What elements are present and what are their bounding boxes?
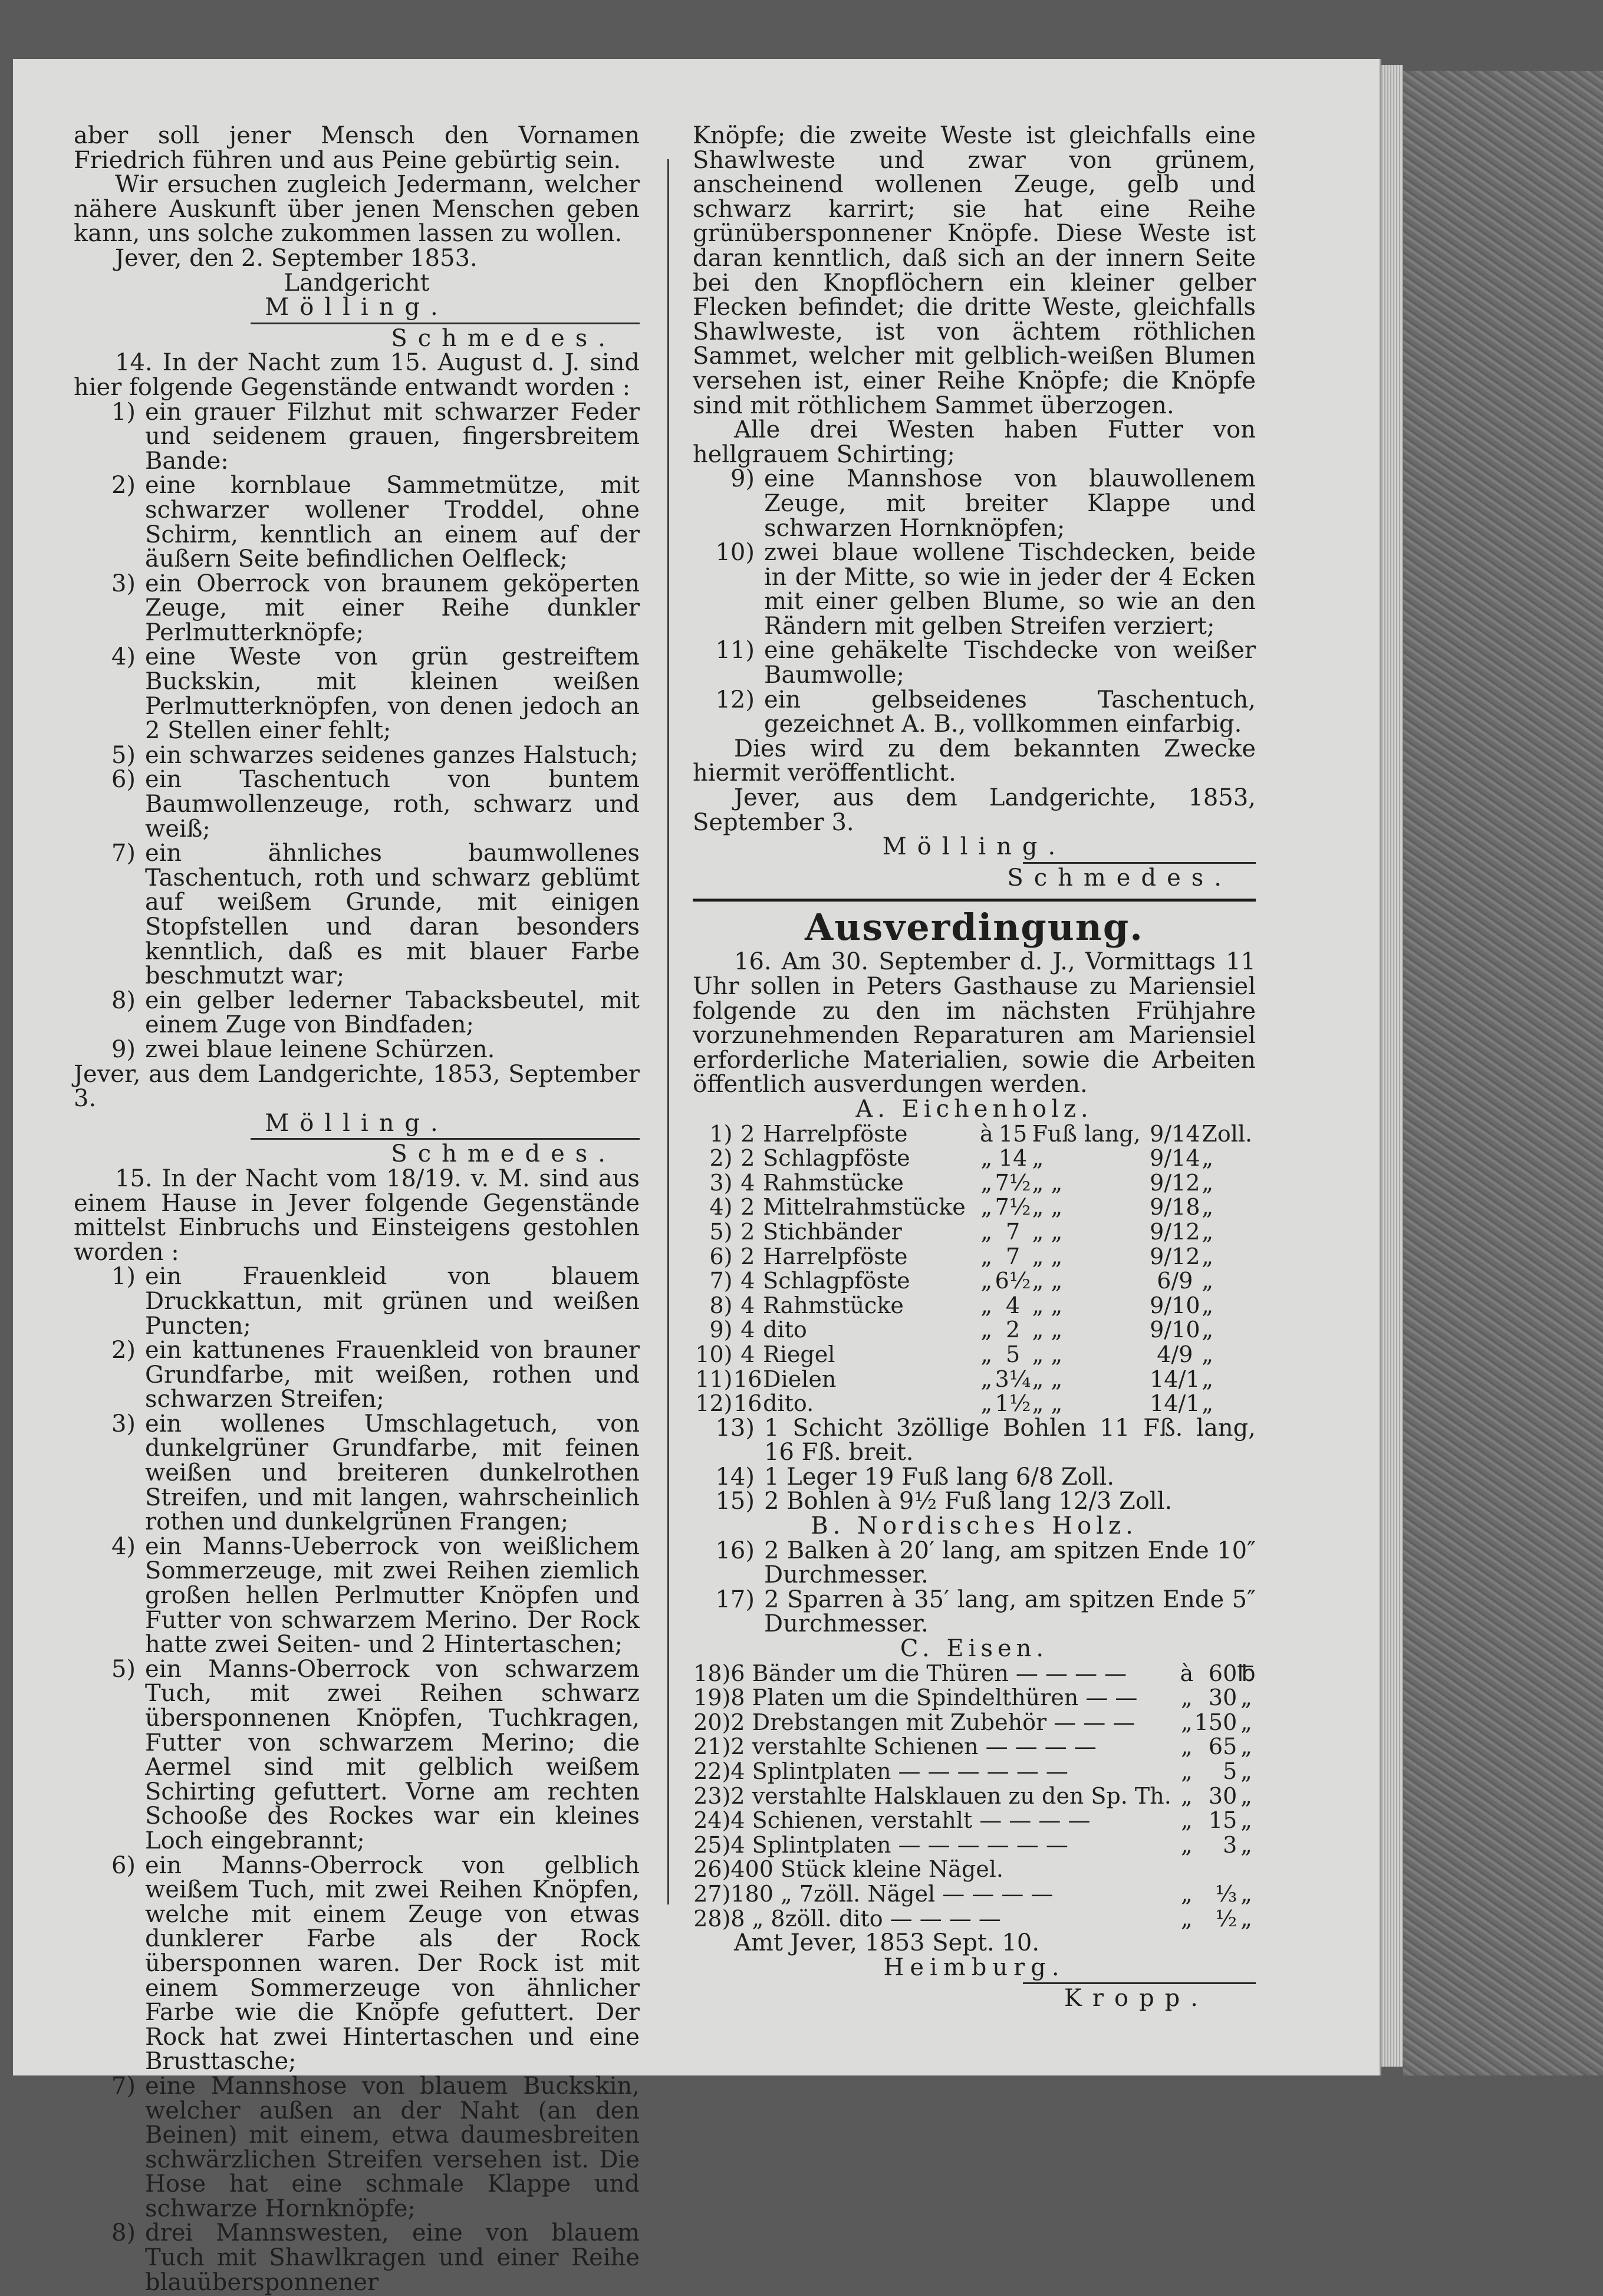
materials-lines-a — [693, 1416, 1256, 1514]
table-cell: 2 — [1005, 1317, 1021, 1343]
table-row — [693, 1392, 1256, 1416]
table-cell: 23) — [693, 1782, 731, 1809]
table-cell: „ „ — [1032, 1194, 1063, 1221]
table-cell: 7) — [709, 1268, 733, 1294]
table-cell: 180 „ 7zöll. Nägel — — — — — [730, 1880, 1054, 1907]
table-cell: „ — [980, 1145, 993, 1172]
table-cell: 7 — [1005, 1218, 1021, 1245]
materials-table-c — [693, 1662, 1256, 1932]
table-cell: Schlagpföste — [763, 1145, 910, 1172]
table-cell: „ — [1180, 1758, 1193, 1784]
table-cell: 9/18 — [1150, 1194, 1200, 1221]
table-cell: à — [1180, 1660, 1194, 1686]
table-cell: „ — [1032, 1145, 1044, 1172]
table-row — [693, 1294, 1256, 1318]
notice-15-intro: 15. In der Nacht vom 18/19. v. M. sind aus einem Hause in Jever folgende Gegenstände mittelst Einbruchs und Einsteigens gestohlen worden : — [74, 1165, 640, 1266]
list-item: 3) ein wollenes Umschlagetuch, von dunkelgrüner Grundfarbe, mit feinen weißen und breiteren dunkelrothen Streifen, und mit langen, wahrscheinlich rothen und dunkelgrünen Frangen; — [111, 1410, 640, 1536]
table-cell: 18) — [693, 1660, 731, 1686]
table-cell: 4 Schienen, verstahlt — — — — — [730, 1807, 1091, 1834]
table-cell: 9/12 — [1150, 1218, 1200, 1245]
table-cell: 10) — [695, 1341, 733, 1367]
signature-kropp: Kropp. — [1064, 1985, 1209, 2012]
table-cell: 6/9 — [1157, 1268, 1193, 1294]
table-cell: 25) — [693, 1831, 731, 1858]
table-cell: „ — [980, 1169, 993, 1196]
table-cell: „ „ — [1032, 1341, 1063, 1367]
table-cell: 2 — [740, 1145, 755, 1172]
table-cell: 14 — [998, 1145, 1028, 1172]
table-cell: 28) — [693, 1905, 731, 1932]
notice-14-intro: 14. In der Nacht zum 15. August d. J. sind hier folgende Gegenstände entwandt worden : — [74, 349, 640, 401]
table-cell: 9/14 — [1150, 1120, 1200, 1147]
list-item: 7) eine Mannshose von blauem Buckskin, welcher außen an der Naht (an den Beinen) mit einem, etwa daumesbreiten schwärzlichen Streifen versehen ist. Die Hose hat eine schmale Klappe und schwarze Hornknöpfe; — [111, 2072, 640, 2222]
table-cell: „ „ — [1032, 1218, 1063, 1245]
table-cell: „ — [1180, 1709, 1193, 1735]
notice-15-list — [74, 1265, 640, 2295]
table-cell: 5 — [1005, 1341, 1021, 1367]
list-item: 10) zwei blaue wollene Tischdecken, beide in der Mitte, so wie in jeder der 4 Ecken mit einer gelben Blume, so wie an den Rändern mit gelben Streifen verziert; — [715, 539, 1256, 640]
table-row — [693, 1784, 1256, 1809]
table-cell: „ „ — [1032, 1268, 1063, 1294]
table-cell: „ — [980, 1341, 993, 1367]
list-item: 6) ein Manns-Oberrock von gelblich weißem Tuch, mit zwei Reihen Knöpfen, welche mit einem Zeuge von etwas dunklerer Farbe als der Rock übersponnen waren. Der Rock ist mit einem Sommerzeuge von ähnlicher Farbe wie die Knöpfe gefuttert. Der Rock hat zwei Hintertaschen und eine Brusttasche; — [111, 1851, 640, 2075]
section-rule — [693, 899, 1256, 902]
signature-rule — [251, 323, 640, 324]
table-cell: 30 — [1208, 1782, 1237, 1809]
right-column — [693, 124, 1256, 2011]
column-divider — [667, 159, 669, 1904]
table-cell: 14/1 — [1150, 1390, 1200, 1417]
table-cell: Harrelpföste — [763, 1120, 908, 1147]
table-cell: 8 „ 8zöll. dito — — — — — [730, 1905, 1001, 1932]
table-cell: „ — [1202, 1145, 1214, 1172]
continuation-para: Knöpfe; die zweite Weste ist gleichfalls eine Shawlweste und zwar von grünem, anscheinend wollenen Zeuge, gelb und schwarz karrirt; sie hat eine Reihe grünübersponnener Knöpfe. Diese Weste ist daran kenntlich, daß sich an der innern Seite bei den Knopflöchern ein kleiner gelber Flecken befindet; die dritte Weste, gleichfalls Shawlweste, ist von ächtem röthlichen Sammet, welcher mit gelblich-weißen Blumen versehen ist, einer Reihe Knöpfe; die Knöpfe sind mit röthlichem Sammet überzogen. — [693, 122, 1256, 419]
table-row — [693, 1907, 1256, 1932]
table-cell: 9/12 — [1150, 1243, 1200, 1269]
table-cell: „ — [1180, 1905, 1193, 1932]
signature-schmedes: Schmedes. — [391, 324, 616, 352]
table-cell: 2 — [740, 1218, 755, 1245]
table-cell: 2 — [740, 1243, 755, 1269]
table-cell: „ — [980, 1194, 993, 1221]
table-cell: „ — [1202, 1268, 1214, 1294]
signature-rule — [1023, 1982, 1256, 1984]
table-row — [693, 1318, 1256, 1343]
table-row — [693, 1245, 1256, 1269]
list-item: 1) ein Frauenkleid von blauem Druckkattun, mit grünen und weißen Puncten; — [111, 1263, 640, 1340]
list-item: 17) 2 Sparren à 35′ lang, am spitzen Ende 5″ Durchmesser. — [715, 1586, 1256, 1638]
table-cell: 30 — [1208, 1685, 1237, 1711]
date-line: Jever, aus dem Landgerichte, 1853, September 3. — [693, 784, 1256, 836]
table-row — [693, 1171, 1256, 1196]
table-cell: à — [980, 1120, 993, 1147]
table-cell: „ — [1202, 1292, 1214, 1318]
list-item: 8) ein gelber lederner Tabacksbeutel, mit einem Zuge von Bindfaden; — [111, 986, 640, 1039]
table-cell: „ „ — [1032, 1169, 1063, 1196]
table-cell: „ „ — [1032, 1317, 1063, 1343]
date-line: Amt Jever, 1853 Sept. 10. — [734, 1929, 1040, 1957]
table-row — [693, 1146, 1256, 1171]
signature-moelling: Mölling. — [265, 1109, 449, 1137]
table-row — [693, 1269, 1256, 1294]
table-cell: 2 verstahlte Halsklauen zu den Sp. Th. — [730, 1782, 1171, 1809]
list-item: 15) 2 Bohlen à 9½ Fuß lang 12/3 Zoll. — [715, 1488, 1173, 1515]
table-cell: 2 Drebstangen mit Zubehör — — — — [730, 1709, 1135, 1735]
subsection-b-title: B. Nordisches Holz. — [811, 1512, 1138, 1540]
table-cell: 4 — [740, 1292, 755, 1318]
table-cell: 4 Splintplaten — — — — — — — [730, 1758, 1068, 1784]
notice-14-list — [74, 400, 640, 1063]
table-cell: „ — [1240, 1807, 1252, 1834]
list-item: 14) 1 Leger 19 Fuß lang 6/8 Zoll. — [715, 1463, 1115, 1491]
table-cell: 24) — [693, 1807, 731, 1834]
table-row — [693, 1367, 1256, 1392]
table-cell: „ „ — [1032, 1366, 1063, 1392]
list-item: 5) ein schwarzes seidenes ganzes Halstuch; — [111, 741, 638, 769]
table-cell: „ „ — [1032, 1292, 1063, 1318]
list-item: 4) eine Weste von grün gestreiftem Buckskin, mit kleinen weißen Perlmutterknöpfen, von denen jedoch an 2 Stellen einer fehlt; — [111, 643, 640, 745]
table-row — [693, 1220, 1256, 1245]
table-cell — [1193, 1857, 1237, 1882]
subsection-a-title: A. Eichenholz. — [855, 1095, 1093, 1123]
intro-para-1: aber soll jener Mensch den Vornamen Friedrich führen und aus Peine gebürtig sein. — [74, 122, 640, 174]
table-cell — [1180, 1857, 1193, 1882]
table-cell: „ — [1180, 1831, 1193, 1858]
closing-para: Dies wird zu dem bekannten Zwecke hiermit veröffentlicht. — [693, 735, 1256, 787]
table-row — [693, 1122, 1256, 1147]
list-item: 9) zwei blaue leinene Schürzen. — [111, 1035, 495, 1063]
table-cell: „ — [1240, 1880, 1252, 1907]
table-cell: 27) — [693, 1880, 731, 1907]
table-cell: 6 Bänder um die Thüren — — — — — [730, 1660, 1127, 1686]
table-cell: „ — [1202, 1390, 1214, 1417]
table-cell: Rahmstücke — [763, 1292, 904, 1318]
table-cell: 14/1 — [1150, 1366, 1200, 1392]
table-cell: 20) — [693, 1709, 731, 1735]
signature-moelling: Mölling. — [882, 833, 1067, 861]
table-cell: Stichbänder — [763, 1218, 902, 1245]
table-cell: 15 — [1208, 1807, 1237, 1834]
table-cell: 150 — [1194, 1709, 1237, 1735]
list-item: 2) eine kornblaue Sammetmütze, mit schwarzer wollener Troddel, ohne Schirm, kenntlich an einem auf der äußern Seite befindlichen Oelfleck; — [111, 472, 640, 573]
table-cell: Schlagpföste — [763, 1268, 910, 1294]
table-cell: „ — [1180, 1685, 1193, 1711]
table-cell: 19) — [693, 1685, 731, 1711]
subsection-c-title: C. Eisen. — [900, 1635, 1049, 1663]
table-row — [693, 1759, 1256, 1784]
table-cell: „ — [1202, 1169, 1214, 1196]
table-cell: „ — [1202, 1218, 1214, 1245]
table-cell: ⅓ — [1215, 1880, 1237, 1907]
table-cell: 3) — [709, 1169, 733, 1196]
materials-lines-b — [693, 1539, 1256, 1637]
table-cell: 9/14 — [1150, 1145, 1200, 1172]
signature-rule — [251, 1138, 640, 1140]
date-line: Jever, den 2. September 1853. — [115, 244, 478, 272]
table-row — [693, 1735, 1256, 1759]
table-cell: 7½ — [995, 1169, 1031, 1196]
table-cell: „ — [1202, 1317, 1214, 1343]
table-cell: „ — [980, 1292, 993, 1318]
table-cell: 1) — [709, 1120, 733, 1147]
table-cell: 16 — [733, 1366, 762, 1392]
table-row — [693, 1195, 1256, 1220]
table-cell: „ — [1202, 1366, 1214, 1392]
table-cell: 16 — [733, 1390, 762, 1417]
table-cell: 2) — [709, 1145, 733, 1172]
table-cell: Fuß lang, — [1032, 1120, 1141, 1147]
table-cell: „ — [1180, 1880, 1193, 1907]
list-item: 1) ein grauer Filzhut mit schwarzer Feder und seidenem grauen, fingersbreitem Bande: — [111, 398, 640, 475]
table-cell: 4 — [740, 1341, 755, 1367]
table-cell: 4/9 — [1157, 1341, 1193, 1367]
table-cell: „ — [1202, 1194, 1214, 1221]
table-cell: „ — [1180, 1782, 1193, 1809]
table-cell: 5 — [1223, 1758, 1237, 1784]
table-cell: Dielen — [763, 1366, 837, 1392]
table-cell: 9/12 — [1150, 1169, 1200, 1196]
table-cell: dito — [763, 1317, 807, 1343]
table-row — [693, 1833, 1256, 1858]
table-cell: 6) — [709, 1243, 733, 1269]
table-row — [693, 1711, 1256, 1735]
list-item: 2) ein kattunenes Frauenkleid von brauner Grundfarbe, mit weißen, rothen und schwarzen Streifen; — [111, 1337, 640, 1413]
notice-16-intro: 16. Am 30. September d. J., Vormittags 11 Uhr sollen in Peters Gasthause zu Mariensiel folgende zu den im nächsten Frühjahre vorzunehmenden Reparaturen am Mariensiel erforderliche Materialien, sowie die Arbeiten öffentlich ausverdungen werden. — [693, 948, 1256, 1098]
table-cell: „ — [1240, 1709, 1252, 1735]
list-item: 3) ein Oberrock von braunem geköperten Zeuge, mit einer Reihe dunkler Perlmutterknöpfe; — [111, 570, 640, 646]
table-cell: Rahmstücke — [763, 1169, 904, 1196]
table-cell: 4 — [1005, 1292, 1021, 1318]
table-cell: 21) — [693, 1733, 731, 1760]
table-cell: 12) — [695, 1390, 733, 1417]
page-edges — [1380, 65, 1403, 2067]
table-cell: „ — [1202, 1243, 1214, 1269]
section-heading: Ausverdingung. — [805, 906, 1144, 949]
list-item: 9) eine Mannshose von blauwollenem Zeuge, mit breiter Klappe und schwarzen Hornknöpfen; — [730, 465, 1256, 542]
table-cell: „ — [1240, 1831, 1252, 1858]
list-item: 11) eine gehäkelte Tischdecke von weißer Baumwolle; — [715, 637, 1256, 689]
table-cell: „ — [980, 1366, 993, 1392]
table-cell: „ — [1240, 1685, 1252, 1711]
table-cell: 1½ — [995, 1390, 1031, 1417]
table-cell: 4 — [740, 1317, 755, 1343]
table-cell: 5) — [709, 1218, 733, 1245]
signature-schmedes: Schmedes. — [1007, 864, 1232, 892]
list-item: 7) ein ähnliches baumwollenes Taschentuch, roth und schwarz geblümt auf weißem Grunde, mit einigen Stopfstellen und daran besonders kenntlich, daß es mit blauer Farbe beschmutzt war; — [111, 840, 640, 990]
table-cell: „ — [1240, 1905, 1252, 1932]
table-cell: 4 — [740, 1268, 755, 1294]
notice-15-list-cont — [693, 467, 1256, 737]
table-cell: 65 — [1208, 1733, 1237, 1760]
list-item: 6) ein Taschentuch von buntem Baumwollenzeuge, roth, schwarz und weiß; — [111, 766, 640, 843]
signature-schmedes: Schmedes. — [391, 1140, 616, 1168]
table-cell: ½ — [1215, 1905, 1237, 1932]
table-cell: Harrelpföste — [763, 1243, 908, 1269]
left-column — [74, 124, 640, 2295]
table-cell: dito. — [763, 1390, 814, 1417]
signature-rule — [1023, 862, 1256, 864]
table-row — [693, 1662, 1256, 1686]
table-cell: „ — [1180, 1807, 1193, 1834]
table-cell: 15 — [998, 1120, 1028, 1147]
signature-heimburg: Heimburg. — [883, 1953, 1065, 1981]
table-cell: 4 Splintplaten — — — — — — — [730, 1831, 1068, 1858]
list-item: 5) ein Manns-Oberrock von schwarzem Tuch, mit zwei Reihen schwarz übersponnenen Knöpfen, Tuchkragen, Futter von schwarzem Merino; die Aermel sind mit gelblich weißem Schirting gefuttert. Vorne am rechten Schooße des Rockes war ein kleines Loch eingebrannt; — [111, 1655, 640, 1854]
table-row — [693, 1857, 1256, 1882]
table-cell: „ „ — [1032, 1390, 1063, 1417]
table-cell: „ — [1180, 1733, 1193, 1760]
table-cell: „ — [980, 1218, 993, 1245]
list-item: 16) 2 Balken à 20′ lang, am spitzen Ende 10″ Durchmesser. — [715, 1537, 1256, 1589]
table-cell — [1237, 1857, 1256, 1882]
table-cell: „ — [980, 1317, 993, 1343]
table-cell: 6½ — [995, 1268, 1031, 1294]
table-cell: 2 — [740, 1194, 755, 1221]
table-cell: „ — [1240, 1758, 1252, 1784]
court-label: Landgericht — [284, 269, 430, 297]
table-cell: 2 verstahlte Schienen — — — — — [730, 1733, 1097, 1760]
table-cell: 7 — [1005, 1243, 1021, 1269]
materials-table-a — [693, 1122, 1256, 1416]
continuation-para-2: Alle drei Westen haben Futter von hellgrauem Schirting; — [693, 416, 1256, 468]
table-cell: Mittelrahmstücke — [763, 1194, 966, 1221]
list-item: 12) ein gelbseidenes Taschentuch, gezeichnet A. B., vollkommen einfarbig. — [715, 686, 1256, 738]
table-cell: 60 — [1208, 1660, 1237, 1686]
table-cell: 11) — [695, 1366, 733, 1392]
table-cell: „ — [980, 1390, 993, 1417]
table-cell: 4) — [709, 1194, 733, 1221]
table-cell: 9) — [709, 1317, 733, 1343]
table-row — [693, 1343, 1256, 1367]
table-cell: 9/10 — [1150, 1292, 1200, 1318]
table-cell: 4 — [740, 1169, 755, 1196]
intro-para-2: Wir ersuchen zugleich Jedermann, welcher nähere Auskunft über jenen Menschen geben kann, uns solche zukommen lassen zu wollen. — [74, 171, 640, 248]
list-item: 8) drei Mannswesten, eine von blauem Tuch mit Shawlkragen und einer Reihe blauübersponnener — [111, 2219, 640, 2296]
table-cell: 26) — [693, 1856, 731, 1883]
table-cell: 400 Stück kleine Nägel. — [730, 1856, 1003, 1883]
table-cell: 22) — [693, 1758, 731, 1784]
table-row — [693, 1808, 1256, 1833]
table-cell: „ — [980, 1268, 993, 1294]
table-cell: 3¼ — [995, 1366, 1031, 1392]
table-cell: „ — [1240, 1733, 1252, 1760]
table-cell: Riegel — [763, 1341, 835, 1367]
table-cell: 7½ — [995, 1194, 1031, 1221]
table-cell: 8) — [709, 1292, 733, 1318]
date-line: Jever, aus dem Landgerichte, 1853, September 3. — [74, 1060, 640, 1113]
table-row — [693, 1882, 1256, 1907]
table-row — [693, 1686, 1256, 1711]
table-cell: 9/10 — [1150, 1317, 1200, 1343]
table-cell: „ „ — [1032, 1243, 1063, 1269]
list-item: 13) 1 Schicht 3zöllige Bohlen 11 Fß. lang, 16 Fß. breit. — [715, 1414, 1256, 1466]
list-item: 4) ein Manns-Ueberrock von weißlichem Sommerzeuge, mit zwei Reihen ziemlich großen hellen Perlmutter Knöpfen und Futter von schwarzem Merino. Der Rock hatte zwei Seiten- und 2 Hintertaschen; — [111, 1532, 640, 1659]
signature-moelling: Mölling. — [265, 294, 449, 321]
book-cover-marbled — [1403, 71, 1603, 2075]
table-cell: „ — [1202, 1341, 1214, 1367]
table-cell: „ — [1240, 1782, 1252, 1809]
table-cell: 2 — [740, 1120, 755, 1147]
table-cell: 8 Platen um die Spindelthüren — — — [730, 1685, 1138, 1711]
table-cell: ℔ — [1237, 1660, 1256, 1686]
table-cell: 3 — [1223, 1831, 1237, 1858]
table-cell: Zoll. — [1202, 1120, 1253, 1147]
table-cell: „ — [980, 1243, 993, 1269]
